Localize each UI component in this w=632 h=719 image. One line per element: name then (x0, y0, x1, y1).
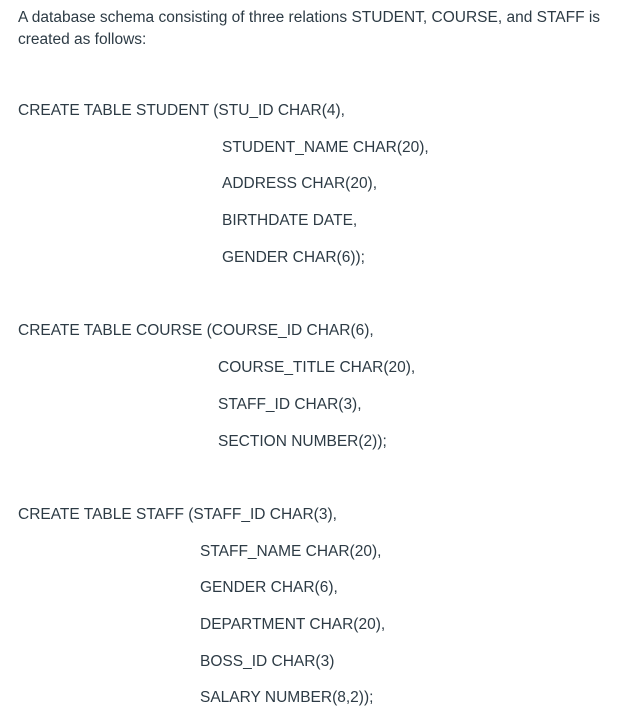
create-table-staff-line: CREATE TABLE STAFF (STAFF_ID CHAR(3), (18, 506, 337, 523)
salary-column: SALARY NUMBER(8,2)); (200, 689, 374, 706)
birthdate-column: BIRTHDATE DATE, (222, 212, 358, 229)
staff-name-column: STAFF_NAME CHAR(20), (200, 543, 382, 560)
course-title-column: COURSE_TITLE CHAR(20), (218, 359, 416, 376)
intro-paragraph: A database schema consisting of three relations STUDENT, COURSE, and STAFF is created as follows: (18, 9, 601, 48)
address-column: ADDRESS CHAR(20), (222, 175, 378, 192)
create-table-student-line: CREATE TABLE STUDENT (STU_ID CHAR(4), (18, 102, 345, 119)
student-gender-column: GENDER CHAR(6)); (222, 249, 365, 266)
department-column: DEPARTMENT CHAR(20), (200, 616, 386, 633)
create-table-course-line: CREATE TABLE COURSE (COURSE_ID CHAR(6), (18, 322, 374, 339)
staff-gender-column: GENDER CHAR(6), (200, 579, 338, 596)
student-name-column: STUDENT_NAME CHAR(20), (222, 139, 429, 156)
boss-id-column: BOSS_ID CHAR(3) (200, 653, 335, 670)
section-column: SECTION NUMBER(2)); (218, 433, 387, 450)
course-staff-id-column: STAFF_ID CHAR(3), (218, 396, 362, 413)
